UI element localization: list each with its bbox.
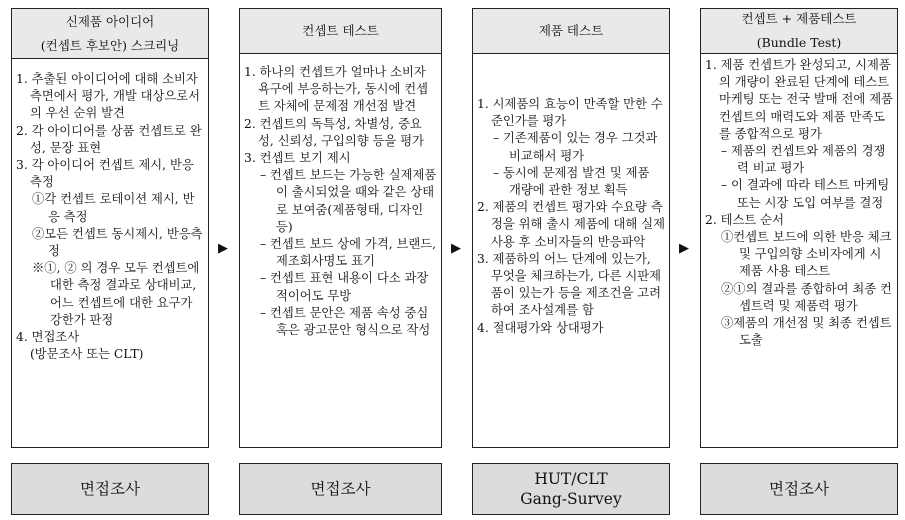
stage-title-line: 제품 테스트 bbox=[538, 23, 604, 38]
stage-subitem: ①컨셉트 보드에 의한 반응 체크 및 구입의향 소비자에게 시제품 사용 테스트 bbox=[721, 230, 892, 279]
stage-subitem: ※①, ② 의 경우 모두 컨셉트에 대한 측정 결과로 상대비교, 어느 컨셉트에 대한 요구가 강한가 판정 bbox=[32, 261, 200, 327]
stage-product-test bbox=[472, 8, 670, 448]
stage-item: 2. 제품의 컨셉트 평가와 수요량 측정을 위해 출시 제품에 대해 실제 사용 후 소비자들의 반응파악 bbox=[477, 200, 665, 249]
arrow-right-icon: ▶ bbox=[218, 241, 228, 256]
stage-bundle-test bbox=[700, 8, 898, 448]
arrow-right-icon: ▶ bbox=[679, 241, 689, 256]
stage-item: 4. 절대평가와 상대평가 bbox=[477, 320, 604, 335]
stage-body bbox=[240, 54, 441, 343]
stage-subitem: – 컨셉트 표현 내용이 다소 과장적이어도 무방 bbox=[260, 271, 429, 303]
stage-idea-screening bbox=[11, 8, 209, 448]
stage-item: 1. 제품 컨셉트가 완성되고, 시제품의 개량이 완료된 단계에 테스트 마케팅 또는 전국 발매 전에 제품 컨셉트의 매력도와 제품 만족도를 종합적으로 평가 bbox=[705, 58, 893, 141]
stage-subitem: – 컨셉트 보드는 가능한 실제제품이 출시되었을 때와 같은 상태로 보여줌(제품형태, 디자인 등) bbox=[260, 168, 437, 234]
stage-item: 3. 컨셉트 보기 제시 bbox=[244, 151, 351, 166]
stage-body bbox=[701, 54, 897, 353]
stage-title-line: 컨셉트 + 제품테스트 bbox=[741, 11, 857, 26]
method-label: HUT/CLT bbox=[534, 470, 608, 488]
method-box bbox=[472, 463, 670, 515]
stage-header bbox=[12, 9, 208, 59]
stage-concept-test bbox=[239, 8, 442, 448]
method-label: 면접조사 bbox=[310, 480, 371, 498]
stage-subitem: ①각 컨셉트 로테이션 제시, 반응 측정 bbox=[32, 192, 195, 224]
stage-title-line: (컨셉트 후보안) 스크리닝 bbox=[40, 37, 180, 53]
stage-header bbox=[701, 9, 897, 54]
stage-item: 1. 시제품의 효능이 만족할 만한 수준인가를 평가 bbox=[477, 97, 663, 129]
method-box bbox=[700, 463, 898, 515]
stage-title-line: 신제품 아이디어 bbox=[65, 13, 155, 29]
method-label: Gang-Survey bbox=[520, 490, 622, 508]
stage-subitem: (방문조사 또는 CLT) bbox=[30, 347, 144, 362]
stage-item: 1. 하나의 컨셉트가 얼마나 소비자 욕구에 부응하는가, 동시에 컨셉트 자체에 문제점 개선점 발견 bbox=[244, 65, 429, 114]
stage-item: 3. 각 아이디어 컨셉트 제시, 반응 측정 bbox=[16, 158, 194, 190]
stage-subitem: – 동시에 문제점 발견 및 제품 개량에 관한 정보 획득 bbox=[493, 165, 650, 198]
stage-item: 4. 면접조사 bbox=[16, 330, 80, 345]
arrow-right-icon: ▶ bbox=[451, 241, 461, 256]
method-label: 면접조사 bbox=[769, 480, 829, 498]
method-label: 면접조사 bbox=[80, 480, 140, 498]
stage-body bbox=[12, 59, 208, 367]
stage-subitem: ②①의 결과를 종합하여 최종 컨셉트력 및 제품력 평가 bbox=[721, 281, 892, 313]
stage-item: 1. 추출된 아이디어에 대해 소비자 측면에서 평가, 개발 대상으로서의 우선 순위 발견 bbox=[16, 72, 201, 121]
stage-subitem: ②모든 컨셉트 동시제시, 반응측정 bbox=[32, 226, 203, 259]
stage-item: 2. 컨셉트의 독특성, 차별성, 중요성, 신뢰성, 구입의향 등을 평가 bbox=[244, 116, 424, 148]
stage-subitem: – 컨셉트 보드 상에 가격, 브랜드, 제조회사명도 표기 bbox=[260, 237, 437, 269]
method-box bbox=[11, 463, 209, 515]
stage-title-line: 컨셉트 테스트 bbox=[302, 23, 379, 38]
stage-subitem: ③제품의 개선점 및 최종 컨셉트 도출 bbox=[721, 316, 892, 348]
stage-subitem: – 컨셉트 문안은 제품 속성 중심 혹은 광고문안 형식으로 작성 bbox=[260, 305, 431, 338]
stage-item: 2. 각 아이디어를 상품 컨셉트로 완성, 문장 표현 bbox=[16, 123, 202, 155]
stage-title-line: (Bundle Test) bbox=[756, 35, 842, 50]
stage-header bbox=[473, 9, 669, 54]
method-box bbox=[239, 463, 442, 515]
stage-subitem: – 이 결과에 따라 테스트 마케팅 또는 시장 도입 여부를 결정 bbox=[721, 178, 890, 210]
stage-subitem: – 기존제품이 있는 경우 그것과 비교해서 평가 bbox=[493, 131, 658, 163]
stage-header bbox=[240, 9, 441, 54]
stage-body bbox=[473, 54, 669, 341]
stage-item: 2. 테스트 순서 bbox=[705, 212, 784, 227]
stage-item: 3. 제품하의 어느 단계에 있는가, 무엇을 체크하는가, 다른 시판제품이 있는가 등을 제조건을 고려하여 조사설계를 함 bbox=[477, 251, 662, 318]
stage-subitem: – 제품의 컨셉트와 제품의 경쟁력 비교 평가 bbox=[721, 144, 886, 176]
